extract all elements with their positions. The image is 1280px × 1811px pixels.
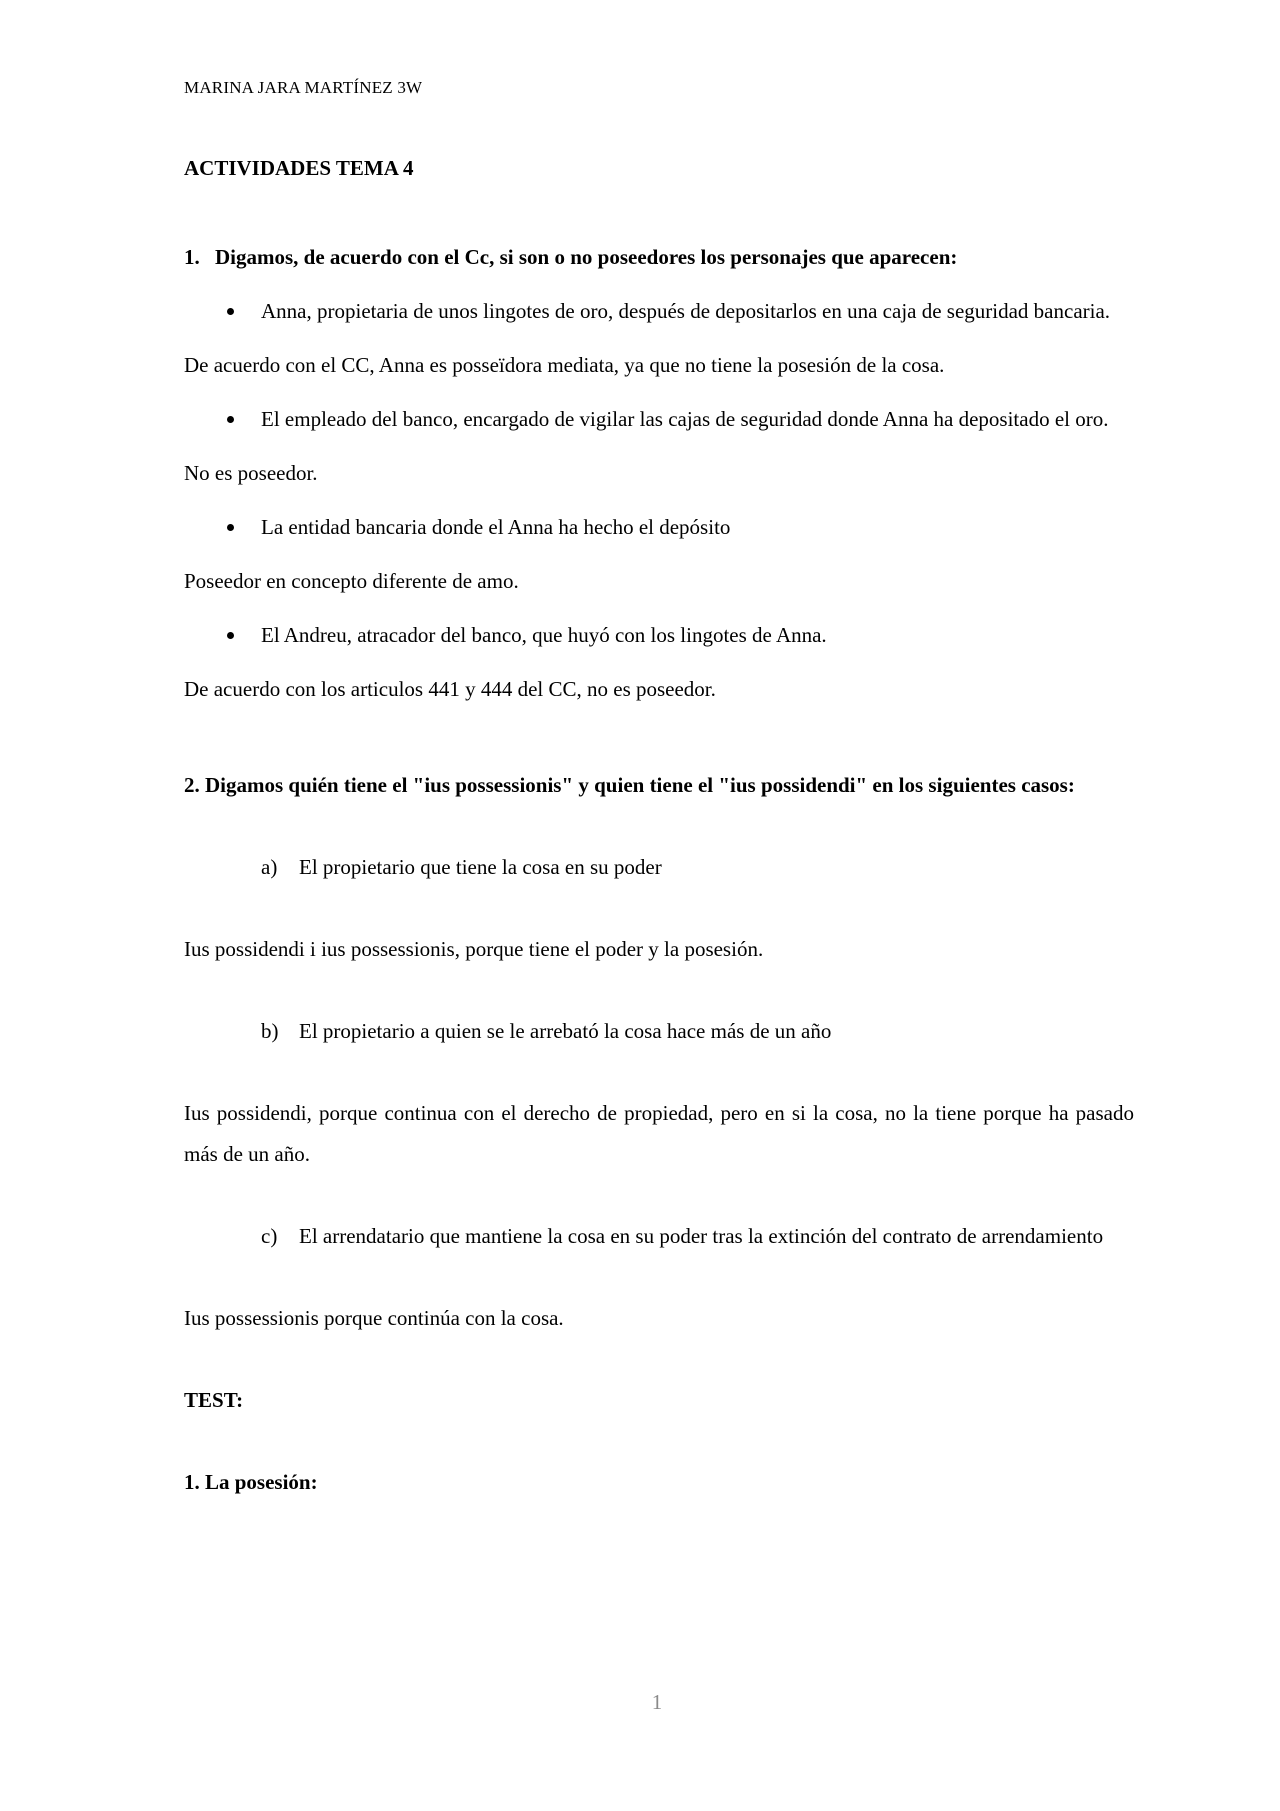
question-1-heading (184, 237, 1134, 278)
spacer (184, 1257, 1134, 1298)
answer-paragraph: Poseedor en concepto diferente de amo. (184, 569, 519, 593)
item-text: El arrendatario que mantiene la cosa en su poder tras la extinción del contrato de arrendamiento (299, 1224, 1104, 1248)
list-item (184, 399, 1134, 440)
answer-paragraph: De acuerdo con el CC, Anna es posseïdora mediata, ya que no tiene la posesión de la cosa. (184, 353, 945, 377)
test-question-1: 1. La posesión: (184, 1470, 318, 1494)
list-item (184, 615, 1134, 656)
list-item (184, 291, 1134, 332)
bullet-icon (184, 507, 261, 548)
bullet-icon (184, 615, 261, 656)
spacer (184, 1052, 1134, 1093)
spacer (184, 723, 1134, 765)
spacer (184, 1421, 1134, 1462)
item-label: b) (261, 1019, 279, 1043)
item-text: El propietario a quien se le arrebató la cosa hace más de un año (299, 1019, 832, 1043)
lettered-item (184, 1216, 1134, 1257)
question-1-number: 1. (184, 245, 200, 269)
spacer (184, 888, 1134, 929)
document-title: ACTIVIDADES TEMA 4 (184, 156, 414, 180)
bullet-icon (184, 291, 261, 332)
answer-paragraph: Ius possessionis porque continúa con la cosa. (184, 1306, 564, 1330)
lettered-item (184, 1011, 1134, 1052)
list-item-text: El Andreu, atracador del banco, que huyó con los lingotes de Anna. (261, 623, 827, 647)
spacer (184, 1175, 1134, 1216)
spacer (184, 970, 1134, 1011)
answer-paragraph: De acuerdo con los articulos 441 y 444 del CC, no es poseedor. (184, 677, 716, 701)
list-item-text: El empleado del banco, encargado de vigilar las cajas de seguridad donde Anna ha depositado el oro. (261, 407, 1109, 431)
spacer (184, 806, 1134, 847)
list-item-text: Anna, propietaria de unos lingotes de oro, después de depositarlos en una caja de seguridad bancaria. (261, 299, 1111, 323)
document-body (184, 237, 1134, 1503)
page-header-author: MARINA JARA MARTÍNEZ 3W (184, 78, 423, 97)
answer-paragraph: Ius possidendi, porque continua con el derecho de propiedad, pero en si la cosa, no la tiene porque ha pasado más de un año. (184, 1101, 1134, 1166)
bullet-icon (184, 399, 261, 440)
lettered-item (184, 847, 1134, 888)
question-1-text: Digamos, de acuerdo con el Cc, si son o no poseedores los personajes que aparecen: (215, 245, 958, 269)
test-heading: TEST: (184, 1388, 244, 1412)
item-label: c) (261, 1224, 278, 1248)
item-text: El propietario que tiene la cosa en su poder (299, 855, 662, 879)
page-number: 1 (651, 1690, 663, 1714)
list-item (184, 507, 1134, 548)
item-label: a) (261, 855, 278, 879)
list-item-text: La entidad bancaria donde el Anna ha hecho el depósito (261, 515, 731, 539)
spacer (184, 1339, 1134, 1380)
answer-paragraph: No es poseedor. (184, 461, 318, 485)
question-2-heading: 2. Digamos quién tiene el "ius possessionis" y quien tiene el "ius possidendi" en los siguientes casos: (184, 773, 1075, 797)
answer-paragraph: Ius possidendi i ius possessionis, porque tiene el poder y la posesión. (184, 937, 764, 961)
